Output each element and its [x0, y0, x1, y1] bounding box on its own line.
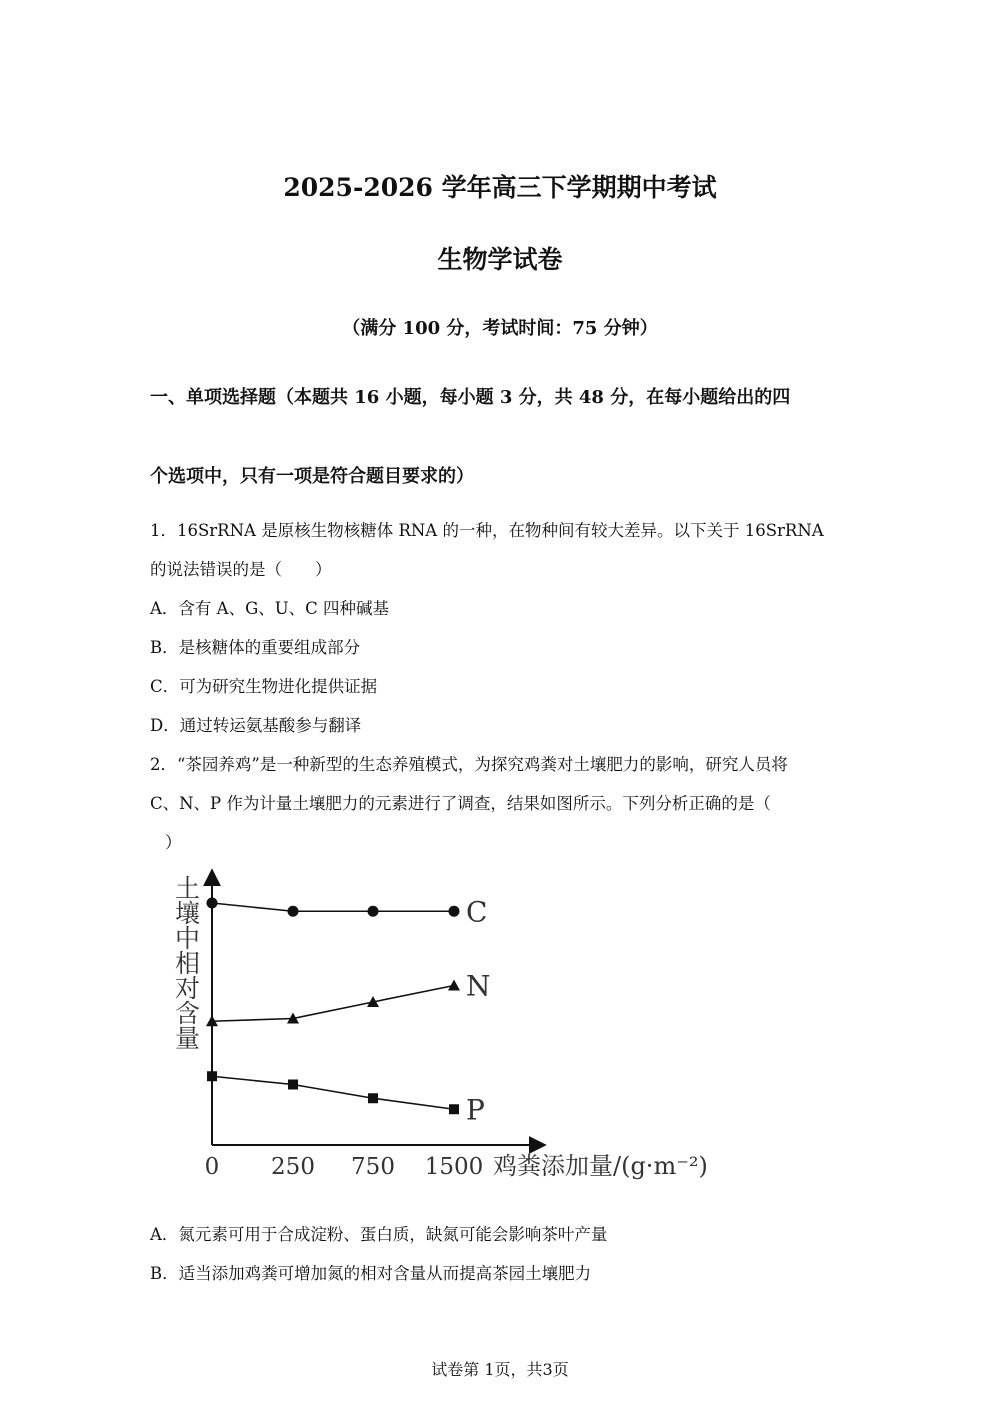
- subject-title: 生物学试卷: [437, 245, 563, 274]
- x-tick-label: 250: [271, 1154, 315, 1180]
- q2-stem-line2: C、N、P 作为计量土壤肥力的元素进行了调查，结果如图所示。下列分析正确的是（: [150, 794, 771, 813]
- series-line-C: [212, 903, 454, 911]
- page-footer: 试卷第 1页，共3页: [431, 1360, 569, 1379]
- x-tick-label: 1500: [424, 1154, 484, 1180]
- data-point-N: [448, 980, 460, 991]
- data-point-P: [449, 1104, 459, 1114]
- q2-option-a: A．氮元素可用于合成淀粉、蛋白质，缺氮可能会影响茶叶产量: [150, 1225, 608, 1244]
- series-label-P: P: [466, 1093, 485, 1127]
- q1-stem-line2: 的说法错误的是（ ）: [150, 560, 332, 579]
- data-point-P: [288, 1080, 298, 1090]
- q1-stem-line1: 1．16SrRNA 是原核生物核糖体 RNA 的一种，在物种间有较大差异。以下关于 16SrRNA: [150, 521, 824, 540]
- exam-title: 2025-2026 学年高三下学期期中考试: [283, 173, 717, 202]
- y-axis-label: 土壤中相对含量: [171, 875, 201, 1050]
- series-label-N: N: [466, 969, 491, 1003]
- q1-option-d: D．通过转运氨基酸参与翻译: [150, 716, 362, 735]
- series-line-P: [212, 1076, 454, 1109]
- q1-option-c: C．可为研究生物进化提供证据: [150, 677, 378, 696]
- x-tick-label: 750: [351, 1154, 395, 1180]
- q2-stem-line3: ）: [165, 833, 182, 852]
- data-point-P: [207, 1071, 217, 1081]
- exam-info: （满分 100 分，考试时间：75 分钟）: [342, 318, 658, 339]
- data-point-C: [368, 906, 379, 917]
- q1-option-b: B．是核糖体的重要组成部分: [150, 638, 361, 657]
- q2-option-b: B．适当添加鸡粪可增加氮的相对含量从而提高茶园土壤肥力: [150, 1264, 592, 1283]
- x-axis-label: 鸡粪添加量/(g·m⁻²): [493, 1152, 708, 1180]
- series-label-C: C: [466, 895, 488, 929]
- q2-stem-line1: 2．“茶园养鸡”是一种新型的生态养殖模式，为探究鸡粪对土壤肥力的影响，研究人员将: [150, 755, 788, 774]
- x-tick-label: 0: [204, 1154, 220, 1180]
- data-point-C: [207, 898, 218, 909]
- section-heading-line1: 一、单项选择题（本题共 16 小题，每小题 3 分，共 48 分，在每小题给出的四: [150, 387, 791, 408]
- data-point-P: [368, 1093, 378, 1103]
- section-heading-line2: 个选项中，只有一项是符合题目要求的）: [150, 466, 474, 487]
- data-point-C: [449, 906, 460, 917]
- series-line-N: [212, 986, 454, 1022]
- data-point-C: [288, 906, 299, 917]
- q1-option-a: A．含有 A、G、U、C 四种碱基: [150, 599, 390, 618]
